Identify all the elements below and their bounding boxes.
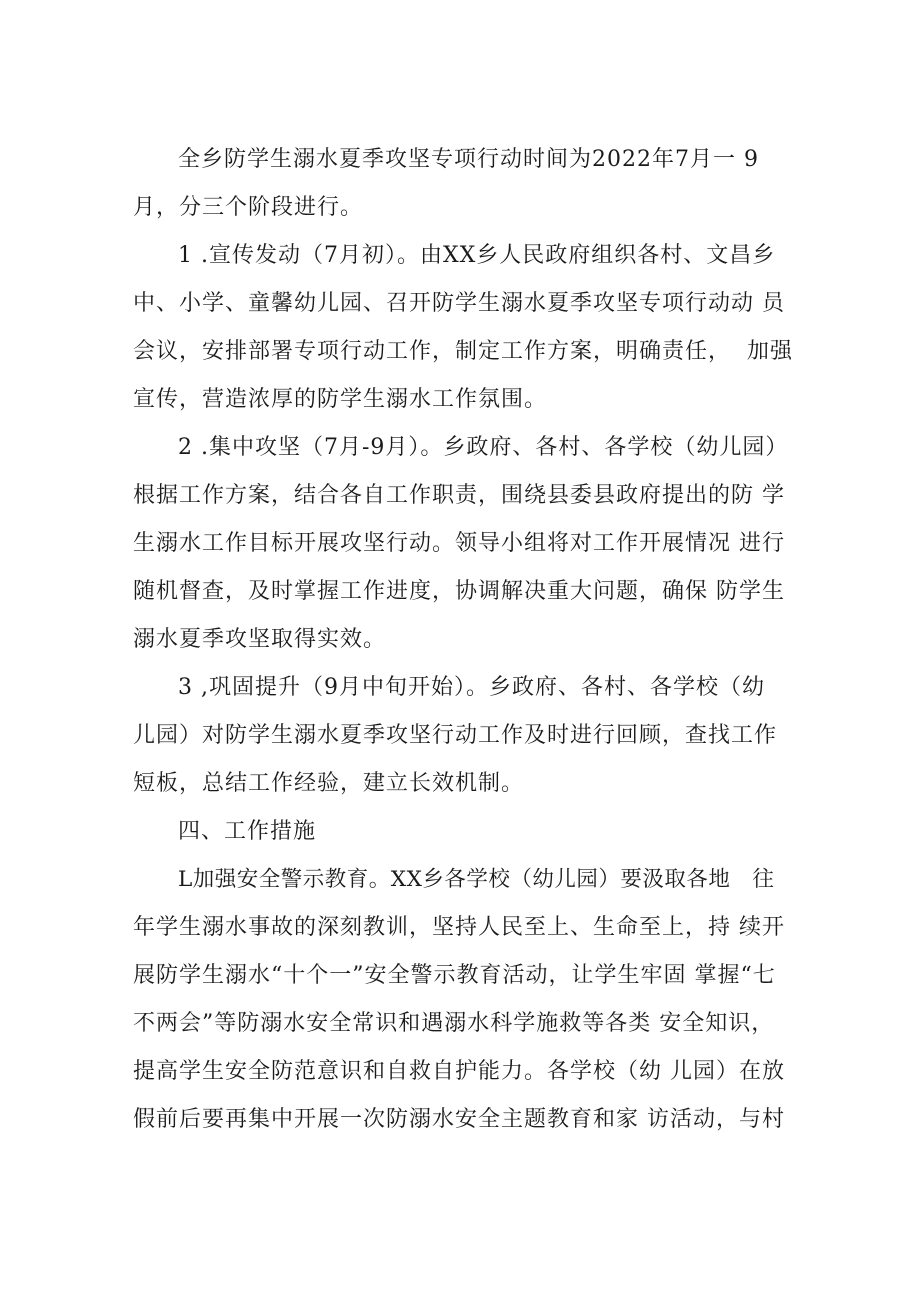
paragraph-line: 全乡防学生溺水夏季攻坚专项行动时间为2022年7月一 9 <box>178 147 759 172</box>
paragraph-line: 中、小学、童馨幼儿园、召开防学生溺水夏季攻坚专项行动动 员 <box>133 291 785 316</box>
paragraph-line: 不两会”等防溺水安全常识和遇溺水科学施救等各类 安全知识， <box>133 1011 775 1036</box>
paragraph-line: 短板，总结工作经验，建立长效机制。 <box>133 771 525 796</box>
paragraph-line: 会议，安排部署专项行动工作，制定工作方案，明确责任， 加强 <box>133 339 793 364</box>
paragraph-line: 月，分三个阶段进行。 <box>133 195 364 220</box>
paragraph-line: 随机督查，及时掌握工作进度，协调解决重大问题，确保 防学生 <box>133 579 785 604</box>
paragraph-line: 年学生溺水事故的深刻教训，坚持人民至上、生命至上，持 续开 <box>133 915 785 940</box>
paragraph-line: 溺水夏季攻坚取得实效。 <box>133 627 387 652</box>
paragraph-line: L加强安全警示教育。XX乡各学校（幼儿园）要汲取各地 往 <box>178 867 775 892</box>
paragraph-line: 儿园）对防学生溺水夏季攻坚行动工作及时进行回顾，查找工作 <box>133 723 778 748</box>
section-heading: 四、工作措施 <box>178 819 317 844</box>
paragraph-line: 展防学生溺水“十个一”安全警示教育活动，让学生牢固 掌握“七 <box>133 963 776 988</box>
paragraph-line: 提高学生安全防范意识和自救自护能力。各学校（幼 儿园）在放 <box>133 1059 785 1084</box>
paragraph-line: 宣传，营造浓厚的防学生溺水工作氛围。 <box>133 387 548 412</box>
paragraph-line: 根据工作方案，结合各自工作职责，围绕县委县政府提出的防 学 <box>133 483 785 508</box>
paragraph-line: 3 ,巩固提升（9月中旬开始）。乡政府、各村、各学校（幼 <box>178 675 765 700</box>
paragraph-line: 假前后要再集中开展一次防溺水安全主题教育和家 访活动，与村 <box>133 1107 785 1132</box>
paragraph-line: 2 .集中攻坚（7月-9月）。乡政府、各村、各学校（幼儿园） <box>178 435 789 460</box>
paragraph-line: 1 .宣传发动（7月初）。由XX乡人民政府组织各村、文昌乡 <box>178 243 776 268</box>
paragraph-line: 生溺水工作目标开展攻坚行动。领导小组将对工作开展情况 进行 <box>133 531 785 556</box>
